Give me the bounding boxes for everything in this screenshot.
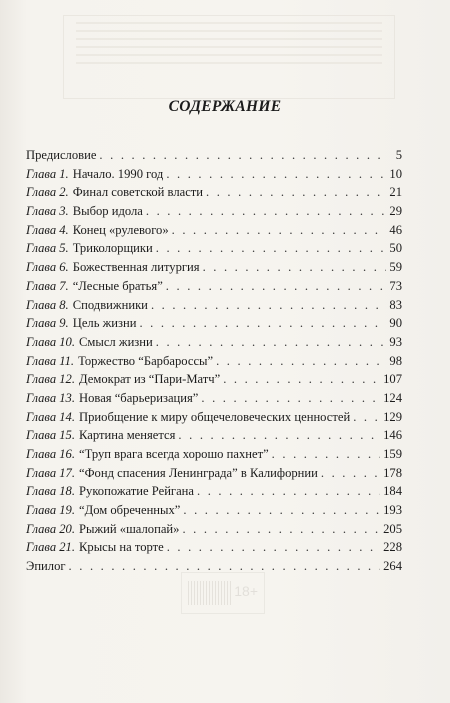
chapter-number: Глава 7. xyxy=(26,278,69,293)
toc-entry xyxy=(26,202,402,221)
chapter-title: Божественная литургия xyxy=(72,260,200,275)
chapter-number: Глава 18. xyxy=(26,484,76,499)
chapter-title: Картина меняется xyxy=(79,428,176,443)
chapter-number: Глава 4. xyxy=(26,222,69,237)
dot-leader xyxy=(139,314,386,333)
toc-entry xyxy=(26,333,402,352)
page-number: 205 xyxy=(383,521,402,536)
chapter-number: Глава 16. xyxy=(26,447,76,461)
chapter-number: Глава 13. xyxy=(26,390,76,405)
chapter-title: Рукопожатие Рейгана xyxy=(79,484,195,499)
page-number: 264 xyxy=(383,559,402,574)
toc-entry-title xyxy=(26,314,136,333)
chapter-number: Глава 6. xyxy=(26,260,69,275)
chapter-title: “Фонд спасения Ленинграда” в Калифорнии xyxy=(79,465,318,480)
page-number: 129 xyxy=(383,409,402,424)
chapter-number: Глава 11. xyxy=(26,353,75,368)
toc-entry xyxy=(26,352,402,371)
toc-entry xyxy=(26,314,402,333)
toc-entry-title xyxy=(26,538,164,557)
toc-entry xyxy=(26,538,402,557)
dot-leader xyxy=(353,408,380,427)
toc-entry-title xyxy=(26,426,175,445)
chapter-title: Торжество “Барбароссы” xyxy=(78,353,214,368)
toc-entry-title xyxy=(26,464,318,483)
toc-entry xyxy=(26,464,402,483)
page-number: 146 xyxy=(383,428,402,443)
dot-leader xyxy=(156,239,387,258)
toc-entry-title xyxy=(26,445,269,464)
dot-leader xyxy=(272,445,380,464)
dot-leader xyxy=(167,538,380,557)
toc-entry xyxy=(26,165,402,184)
dot-leader xyxy=(201,389,380,408)
chapter-title: Триколорщики xyxy=(72,241,153,256)
dot-leader xyxy=(223,370,380,389)
chapter-title: Эпилог xyxy=(26,559,66,574)
dot-leader xyxy=(321,464,380,483)
page-number: 90 xyxy=(389,316,402,331)
chapter-number: Глава 10. xyxy=(26,334,76,349)
toc-entry-title xyxy=(26,482,194,501)
chapter-title: Финал советской власти xyxy=(72,185,204,200)
dot-leader xyxy=(172,221,387,240)
dot-leader xyxy=(146,202,387,221)
toc-entry xyxy=(26,445,402,464)
toc-entry xyxy=(26,221,402,240)
page-number: 107 xyxy=(383,372,402,387)
chapter-title: Цель жизни xyxy=(72,316,137,331)
toc-entry-title xyxy=(26,239,153,258)
page-number: 93 xyxy=(389,334,402,349)
chapter-title: Новая “барьеризация” xyxy=(79,390,199,405)
toc-entry xyxy=(26,482,402,501)
toc-entry xyxy=(26,183,402,202)
dot-leader xyxy=(178,426,380,445)
page-number: 73 xyxy=(389,278,402,293)
chapter-title: Крысы на торте xyxy=(79,540,164,555)
chapter-title: Конец «рулевого» xyxy=(72,222,169,237)
page-number: 184 xyxy=(383,484,402,499)
page-number: 5 xyxy=(395,148,402,162)
chapter-number: Глава 8. xyxy=(26,297,69,312)
page-number: 98 xyxy=(389,353,402,368)
toc-entry-title xyxy=(26,258,200,277)
dot-leader xyxy=(203,258,387,277)
dot-leader xyxy=(151,296,386,315)
toc-entry xyxy=(26,239,402,258)
chapter-title: Начало. 1990 год xyxy=(72,166,164,181)
chapter-number: Глава 15. xyxy=(26,428,76,443)
chapter-title: Сподвижники xyxy=(72,297,148,312)
toc-entry xyxy=(26,408,402,427)
page-number: 178 xyxy=(383,465,402,480)
chapter-title: Смысл жизни xyxy=(79,334,153,349)
page-number: 124 xyxy=(383,390,402,405)
chapter-number: Глава 9. xyxy=(26,316,69,331)
page-number: 193 xyxy=(383,503,402,518)
toc-entry-title xyxy=(26,296,148,315)
toc-entry xyxy=(26,296,402,315)
chapter-number: Глава 1. xyxy=(26,166,69,181)
dot-leader xyxy=(166,165,386,184)
toc-entry xyxy=(26,146,402,165)
table-of-contents xyxy=(26,146,402,576)
toc-entry-title xyxy=(26,221,169,240)
toc-entry-title xyxy=(26,520,179,539)
toc-entry-title xyxy=(26,352,213,371)
barcode-icon xyxy=(188,581,232,605)
toc-entry-title xyxy=(26,146,96,165)
dot-leader xyxy=(197,482,380,501)
show-through-barcode-stamp xyxy=(181,572,265,614)
toc-entry xyxy=(26,370,402,389)
chapter-title: Предисловие xyxy=(26,148,97,162)
toc-entry-title xyxy=(26,501,180,520)
chapter-title: Приобщение к миру общечеловеческих ценностей xyxy=(79,409,351,424)
page-number: 29 xyxy=(389,204,402,219)
toc-entry-title xyxy=(26,183,203,202)
toc-entry xyxy=(26,501,402,520)
chapter-number: Глава 5. xyxy=(26,241,69,256)
toc-entry-title xyxy=(26,557,66,576)
toc-entry xyxy=(26,258,402,277)
chapter-number: Глава 19. xyxy=(26,503,76,518)
page-number: 46 xyxy=(389,222,402,237)
page-number: 50 xyxy=(389,241,402,256)
page-number: 228 xyxy=(383,540,402,555)
page-number: 10 xyxy=(389,166,402,181)
dot-leader xyxy=(206,183,386,202)
dot-leader xyxy=(216,352,386,371)
toc-entry-title xyxy=(26,202,143,221)
chapter-title: “Дом обреченных” xyxy=(79,503,181,518)
toc-entry xyxy=(26,426,402,445)
chapter-title: Выбор идола xyxy=(72,204,143,219)
toc-entry xyxy=(26,389,402,408)
toc-entry-title xyxy=(26,370,220,389)
dot-leader xyxy=(156,333,387,352)
show-through-imprint-box xyxy=(63,15,395,99)
chapter-number: Глава 14. xyxy=(26,409,76,424)
chapter-title: Рыжий «шалопай» xyxy=(79,521,180,536)
chapter-number: Глава 3. xyxy=(26,204,69,219)
dot-leader xyxy=(183,501,380,520)
page-title: СОДЕРЖАНИЕ xyxy=(168,98,282,115)
chapter-title: “Лесные братья” xyxy=(72,278,163,293)
chapter-number: Глава 2. xyxy=(26,185,69,200)
chapter-number: Глава 21. xyxy=(26,540,76,555)
chapter-title: “Труп врага всегда хорошо пахнет” xyxy=(79,447,269,461)
toc-entry-title xyxy=(26,408,350,427)
page-number: 159 xyxy=(383,447,402,461)
dot-leader xyxy=(166,277,387,296)
chapter-title: Демократ из “Пари-Матч” xyxy=(79,372,221,387)
page-number: 59 xyxy=(389,260,402,275)
age-rating-mark: 18+ xyxy=(234,583,258,599)
dot-leader xyxy=(99,146,387,165)
dot-leader xyxy=(182,520,380,539)
toc-entry xyxy=(26,277,402,296)
chapter-number: Глава 20. xyxy=(26,521,76,536)
toc-entry-title xyxy=(26,333,153,352)
page-number: 21 xyxy=(389,185,402,200)
page-number: 83 xyxy=(389,297,402,312)
chapter-number: Глава 12. xyxy=(26,372,76,387)
toc-entry-title xyxy=(26,165,163,184)
toc-entry xyxy=(26,520,402,539)
chapter-number: Глава 17. xyxy=(26,465,76,480)
toc-entry-title xyxy=(26,277,163,296)
toc-entry-title xyxy=(26,389,198,408)
